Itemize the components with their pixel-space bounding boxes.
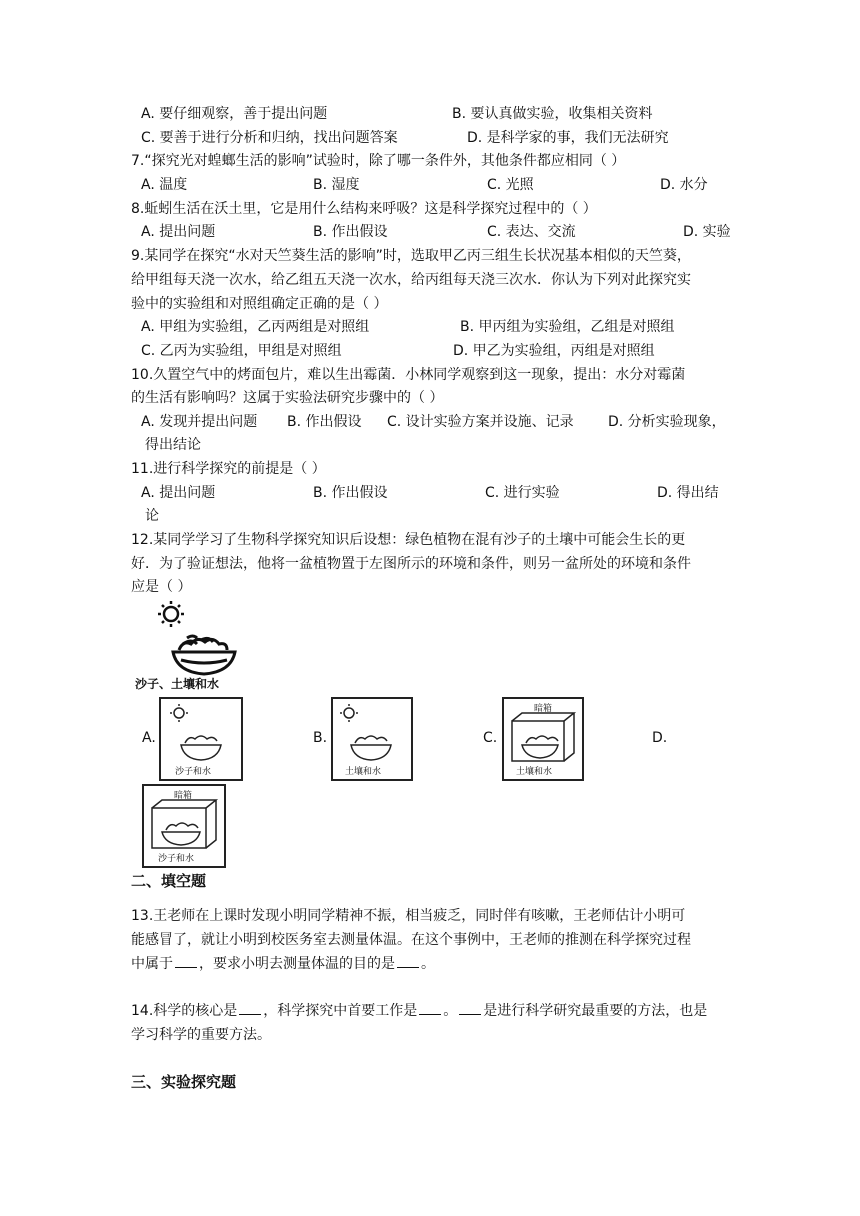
q14-text-b: ，科学探究中首要工作是: [263, 1003, 418, 1019]
q7-option-b: B. 湿度: [313, 177, 360, 193]
q11-option-a: A. 提出问题: [141, 485, 216, 501]
q12-option-d-figure: [142, 784, 226, 868]
q8-option-c: C. 表达、交流: [487, 224, 576, 240]
q9-option-a: A. 甲组为实验组，乙丙两组是对照组: [141, 319, 370, 335]
q13-line1: 13.王老师在上课时发现小明同学精神不振，相当疲乏，同时伴有咳嗽，王老师估计小明可: [131, 908, 686, 924]
q12-option-d-label: 沙子和水: [158, 854, 195, 864]
q14-text-a: 14.科学的核心是: [131, 1003, 238, 1019]
q12-main-label: 沙子、土壤和水: [135, 677, 220, 691]
q12-option-c-label: 土壤和水: [516, 767, 553, 777]
q9-stem-line1: 9.某同学在探究“水对天竺葵生活的影响”时，选取甲乙丙三组生长状况基本相似的天竺葵，: [131, 248, 691, 264]
section-2-heading: 二、填空题: [131, 872, 207, 890]
q12-option-b-letter: B.: [313, 730, 328, 746]
q6-option-a: A. 要仔细观察，善于提出问题: [141, 106, 328, 122]
q13-line2: 能感冒了，就让小明到校医务室去测量体温。在这个事例中，王老师的推测在科学探究过程: [131, 932, 691, 948]
q13-line3: [131, 953, 435, 975]
q8-option-a: A. 提出问题: [141, 224, 216, 240]
q6-option-c: C. 要善于进行分析和归纳，找出问题答案: [141, 130, 398, 146]
q7-stem: 7.“探究光对蝗螂生活的影响”试验时，除了哪一条件外，其他条件都应相同（ ）: [131, 153, 626, 169]
q11-option-d: D. 得出结: [657, 485, 719, 501]
q12-stem-line1: 12.某同学学习了生物科学探究知识后设想：绿色植物在混有沙子的土壤中可能会生长的更: [131, 532, 686, 548]
q12-option-a-label: 沙子和水: [175, 767, 212, 777]
q7-option-a: A. 温度: [141, 177, 188, 193]
q13-blank-1[interactable]: [175, 953, 197, 968]
q11-option-c: C. 进行实验: [485, 485, 560, 501]
q10-option-c: C. 设计实验方案并设施、记录: [387, 414, 574, 430]
q14-line1: [131, 1000, 707, 1022]
q14-blank-2[interactable]: [419, 1000, 441, 1015]
q9-stem-line3: 验中的实验组和对照组确定正确的是（ ）: [131, 296, 388, 312]
q12-stem-line2: 好．为了验证想法，他将一盆植物置于左图所示的环境和条件，则另一盆所处的环境和条件: [131, 556, 691, 572]
q8-option-b: B. 作出假设: [313, 224, 388, 240]
q9-stem-line2: 给甲组每天浇一次水，给乙组五天浇一次水，给丙组每天浇三次水．你认为下列对此探究实: [131, 272, 691, 288]
q12-option-d-letter: D.: [652, 730, 668, 746]
q6-option-b: B. 要认真做实验，收集相关资料: [452, 106, 653, 122]
q14-blank-3[interactable]: [459, 1000, 481, 1015]
q9-option-b: B. 甲丙组为实验组，乙组是对照组: [460, 319, 675, 335]
q13-text-a: 中属于: [131, 956, 173, 972]
q12-option-d-dark-label: 暗箱: [174, 791, 193, 801]
q14-blank-1[interactable]: [239, 1000, 261, 1015]
q7-option-c: C. 光照: [487, 177, 534, 193]
q10-option-d-cont: 得出结论: [145, 437, 201, 453]
q12-option-a-letter: A.: [142, 730, 156, 746]
q10-option-d: D. 分析实验现象，: [608, 414, 726, 430]
q12-main-figure: [135, 600, 265, 695]
q12-option-b-label: 土壤和水: [345, 767, 382, 777]
q11-option-b: B. 作出假设: [313, 485, 388, 501]
q12-option-c-letter: C.: [483, 730, 498, 746]
q8-option-d: D. 实验: [683, 224, 731, 240]
q8-stem: 8.蚯蚓生活在沃土里，它是用什么结构来呼吸？这是科学探究过程中的（ ）: [131, 201, 597, 217]
q10-option-b: B. 作出假设: [287, 414, 362, 430]
q11-stem: 11.进行科学探究的前提是（ ）: [131, 461, 326, 477]
q13-blank-2[interactable]: [397, 953, 419, 968]
q6-option-d: D. 是科学家的事，我们无法研究: [467, 130, 669, 146]
q10-option-a: A. 发现并提出问题: [141, 414, 258, 430]
q10-stem-line2: 的生活有影响吗？这属于实验法研究步骤中的（ ）: [131, 390, 444, 406]
q14-line2: 学习科学的重要方法。: [131, 1027, 271, 1043]
q13-text-c: 。: [421, 956, 435, 972]
q11-option-d-cont: 论: [145, 508, 159, 524]
q12-option-a-figure: [159, 697, 243, 781]
q7-option-d: D. 水分: [660, 177, 708, 193]
q12-option-c-figure: [502, 697, 584, 781]
q12-stem-line3: 应是（ ）: [131, 579, 192, 595]
section-3-heading: 三、实验探究题: [131, 1073, 237, 1091]
q10-stem-line1: 10.久置空气中的烤面包片，难以生出霉菌．小林同学观察到这一现象，提出：水分对霉菌: [131, 367, 686, 383]
q14-text-c: 。: [443, 1003, 458, 1019]
q9-option-d: D. 甲乙为实验组，丙组是对照组: [453, 343, 655, 359]
q12-option-b-figure: [331, 697, 413, 781]
q14-text-d: 是进行科学研究最重要的方法，也是: [483, 1003, 708, 1019]
q12-option-c-dark-label: 暗箱: [534, 704, 553, 714]
q13-text-b: ，要求小明去测量体温的目的是: [199, 956, 395, 972]
q9-option-c: C. 乙丙为实验组，甲组是对照组: [141, 343, 342, 359]
